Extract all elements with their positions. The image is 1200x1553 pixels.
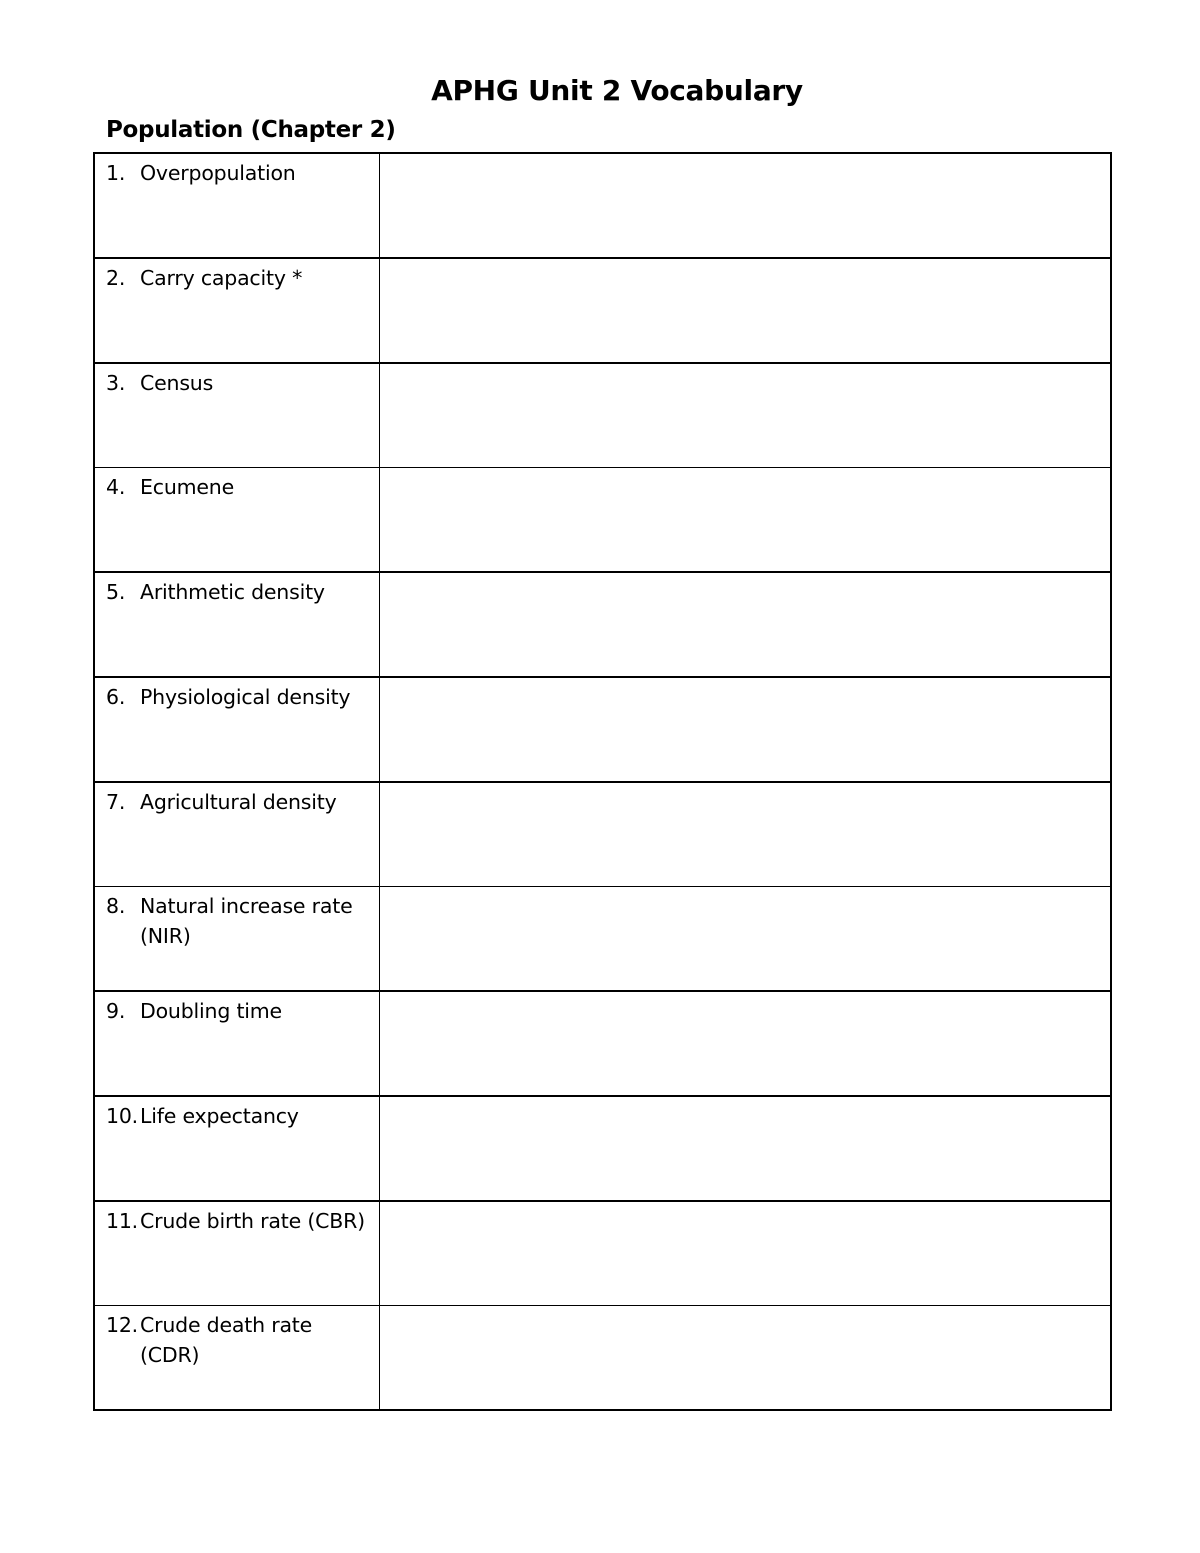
definition-cell[interactable]: [380, 782, 1112, 887]
term-number: 7.: [106, 790, 126, 814]
term-number: 4.: [106, 475, 126, 499]
term-number: 10.: [106, 1104, 139, 1128]
term-cell: [94, 991, 380, 1096]
page-title: APHG Unit 2 Vocabulary: [431, 74, 803, 107]
term-label: Arithmetic density: [140, 580, 325, 604]
definition-cell[interactable]: [380, 468, 1112, 573]
table-row: [94, 677, 1111, 782]
table-row: [94, 1306, 1111, 1411]
term-cell: [94, 677, 380, 782]
term-number: 2.: [106, 266, 126, 290]
vocab-table: [93, 152, 1112, 1411]
definition-cell[interactable]: [380, 887, 1112, 992]
term-label: Census: [140, 371, 214, 395]
term-cell: [94, 887, 380, 992]
table-row: [94, 363, 1111, 468]
term-cell: [94, 572, 380, 677]
table-row: [94, 468, 1111, 573]
term-label: Life expectancy: [140, 1104, 299, 1128]
definition-cell[interactable]: [380, 677, 1112, 782]
term-label: Overpopulation: [140, 161, 296, 185]
definition-cell[interactable]: [380, 572, 1112, 677]
definition-cell[interactable]: [380, 991, 1112, 1096]
term-label: Crude death rate (CDR): [140, 1313, 313, 1367]
definition-cell[interactable]: [380, 363, 1112, 468]
term-number: 11.: [106, 1209, 139, 1233]
definition-cell[interactable]: [380, 258, 1112, 363]
table-row: [94, 1201, 1111, 1306]
term-cell: [94, 363, 380, 468]
table-row: [94, 153, 1111, 258]
term-label: Ecumene: [140, 475, 235, 499]
term-label: Carry capacity *: [140, 266, 303, 290]
table-row: [94, 258, 1111, 363]
term-cell: [94, 1306, 380, 1411]
definition-cell[interactable]: [380, 153, 1112, 258]
definition-cell[interactable]: [380, 1201, 1112, 1306]
term-label: Doubling time: [140, 999, 282, 1023]
term-number: 5.: [106, 580, 126, 604]
term-cell: [94, 468, 380, 573]
term-cell: [94, 782, 380, 887]
term-label: Physiological density: [140, 685, 351, 709]
term-cell: [94, 258, 380, 363]
term-cell: [94, 1096, 380, 1201]
term-number: 12.: [106, 1313, 139, 1337]
section-heading: Population (Chapter 2): [106, 117, 396, 143]
term-number: 6.: [106, 685, 126, 709]
definition-cell[interactable]: [380, 1096, 1112, 1201]
table-row: [94, 1096, 1111, 1201]
term-cell: [94, 1201, 380, 1306]
term-label: Crude birth rate (CBR): [140, 1209, 365, 1233]
table-row: [94, 572, 1111, 677]
term-number: 1.: [106, 161, 126, 185]
table-row: [94, 782, 1111, 887]
term-number: 9.: [106, 999, 126, 1023]
table-row: [94, 991, 1111, 1096]
term-label: Natural increase rate (NIR): [140, 894, 353, 948]
term-cell: [94, 153, 380, 258]
term-number: 3.: [106, 371, 126, 395]
term-number: 8.: [106, 894, 126, 918]
table-row: [94, 887, 1111, 992]
term-label: Agricultural density: [140, 790, 337, 814]
definition-cell[interactable]: [380, 1306, 1112, 1411]
